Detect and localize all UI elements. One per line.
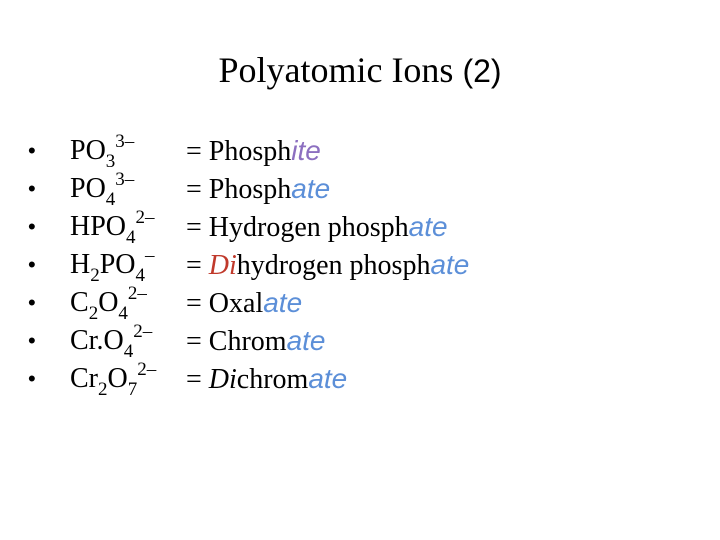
ion-name: = Dichromate	[186, 363, 348, 395]
ion-formula: $Cr_2O_7^{2-}$	[70, 359, 157, 400]
bullet: •	[28, 366, 36, 391]
list-item	[0, 208, 720, 246]
ate-suffix: ate	[408, 211, 448, 242]
title-suffix: (2)	[462, 53, 502, 89]
ion-formula: $H_2PO_4^-$	[70, 245, 155, 286]
ion-name: = Phosphate	[186, 173, 331, 205]
list-item	[0, 360, 720, 398]
ate-suffix: ate	[291, 173, 331, 204]
ate-suffix: ate	[286, 325, 326, 356]
bullet: •	[28, 214, 36, 239]
list-item	[0, 132, 720, 170]
ion-formula: $PO_4^{3-}$	[70, 169, 135, 210]
ion-name: = Dihydrogen phosphate	[186, 249, 470, 281]
bullet: •	[28, 176, 36, 201]
list-item	[0, 246, 720, 284]
list-item	[0, 284, 720, 322]
ion-name: = Phosphite	[186, 135, 321, 167]
di-prefix: Di	[208, 364, 237, 395]
ion-name: = Oxalate	[186, 287, 303, 319]
ion-formula: $Cr.O_4^{2-}$	[70, 321, 153, 362]
ate-suffix: ate	[308, 363, 348, 394]
ion-formula: $PO_3^{3-}$	[70, 131, 135, 172]
ion-name: = Hydrogen phosphate	[186, 211, 448, 243]
ion-list	[0, 132, 720, 398]
ite-suffix: ite	[291, 135, 321, 166]
ion-name: = Chromate	[186, 325, 326, 357]
ate-suffix: ate	[430, 249, 470, 280]
bullet: •	[28, 328, 36, 353]
title-main: Polyatomic Ions	[218, 50, 454, 90]
list-item	[0, 170, 720, 208]
di-prefix: Di	[208, 250, 237, 281]
bullet: •	[28, 252, 36, 277]
bullet: •	[28, 290, 36, 315]
list-item	[0, 322, 720, 360]
ate-suffix: ate	[263, 287, 303, 318]
slide-title	[0, 46, 720, 95]
bullet: •	[28, 138, 36, 163]
ion-formula: $HPO_4^{2-}$	[70, 207, 155, 248]
ion-formula: $C_2O_4^{2-}$	[70, 283, 147, 324]
